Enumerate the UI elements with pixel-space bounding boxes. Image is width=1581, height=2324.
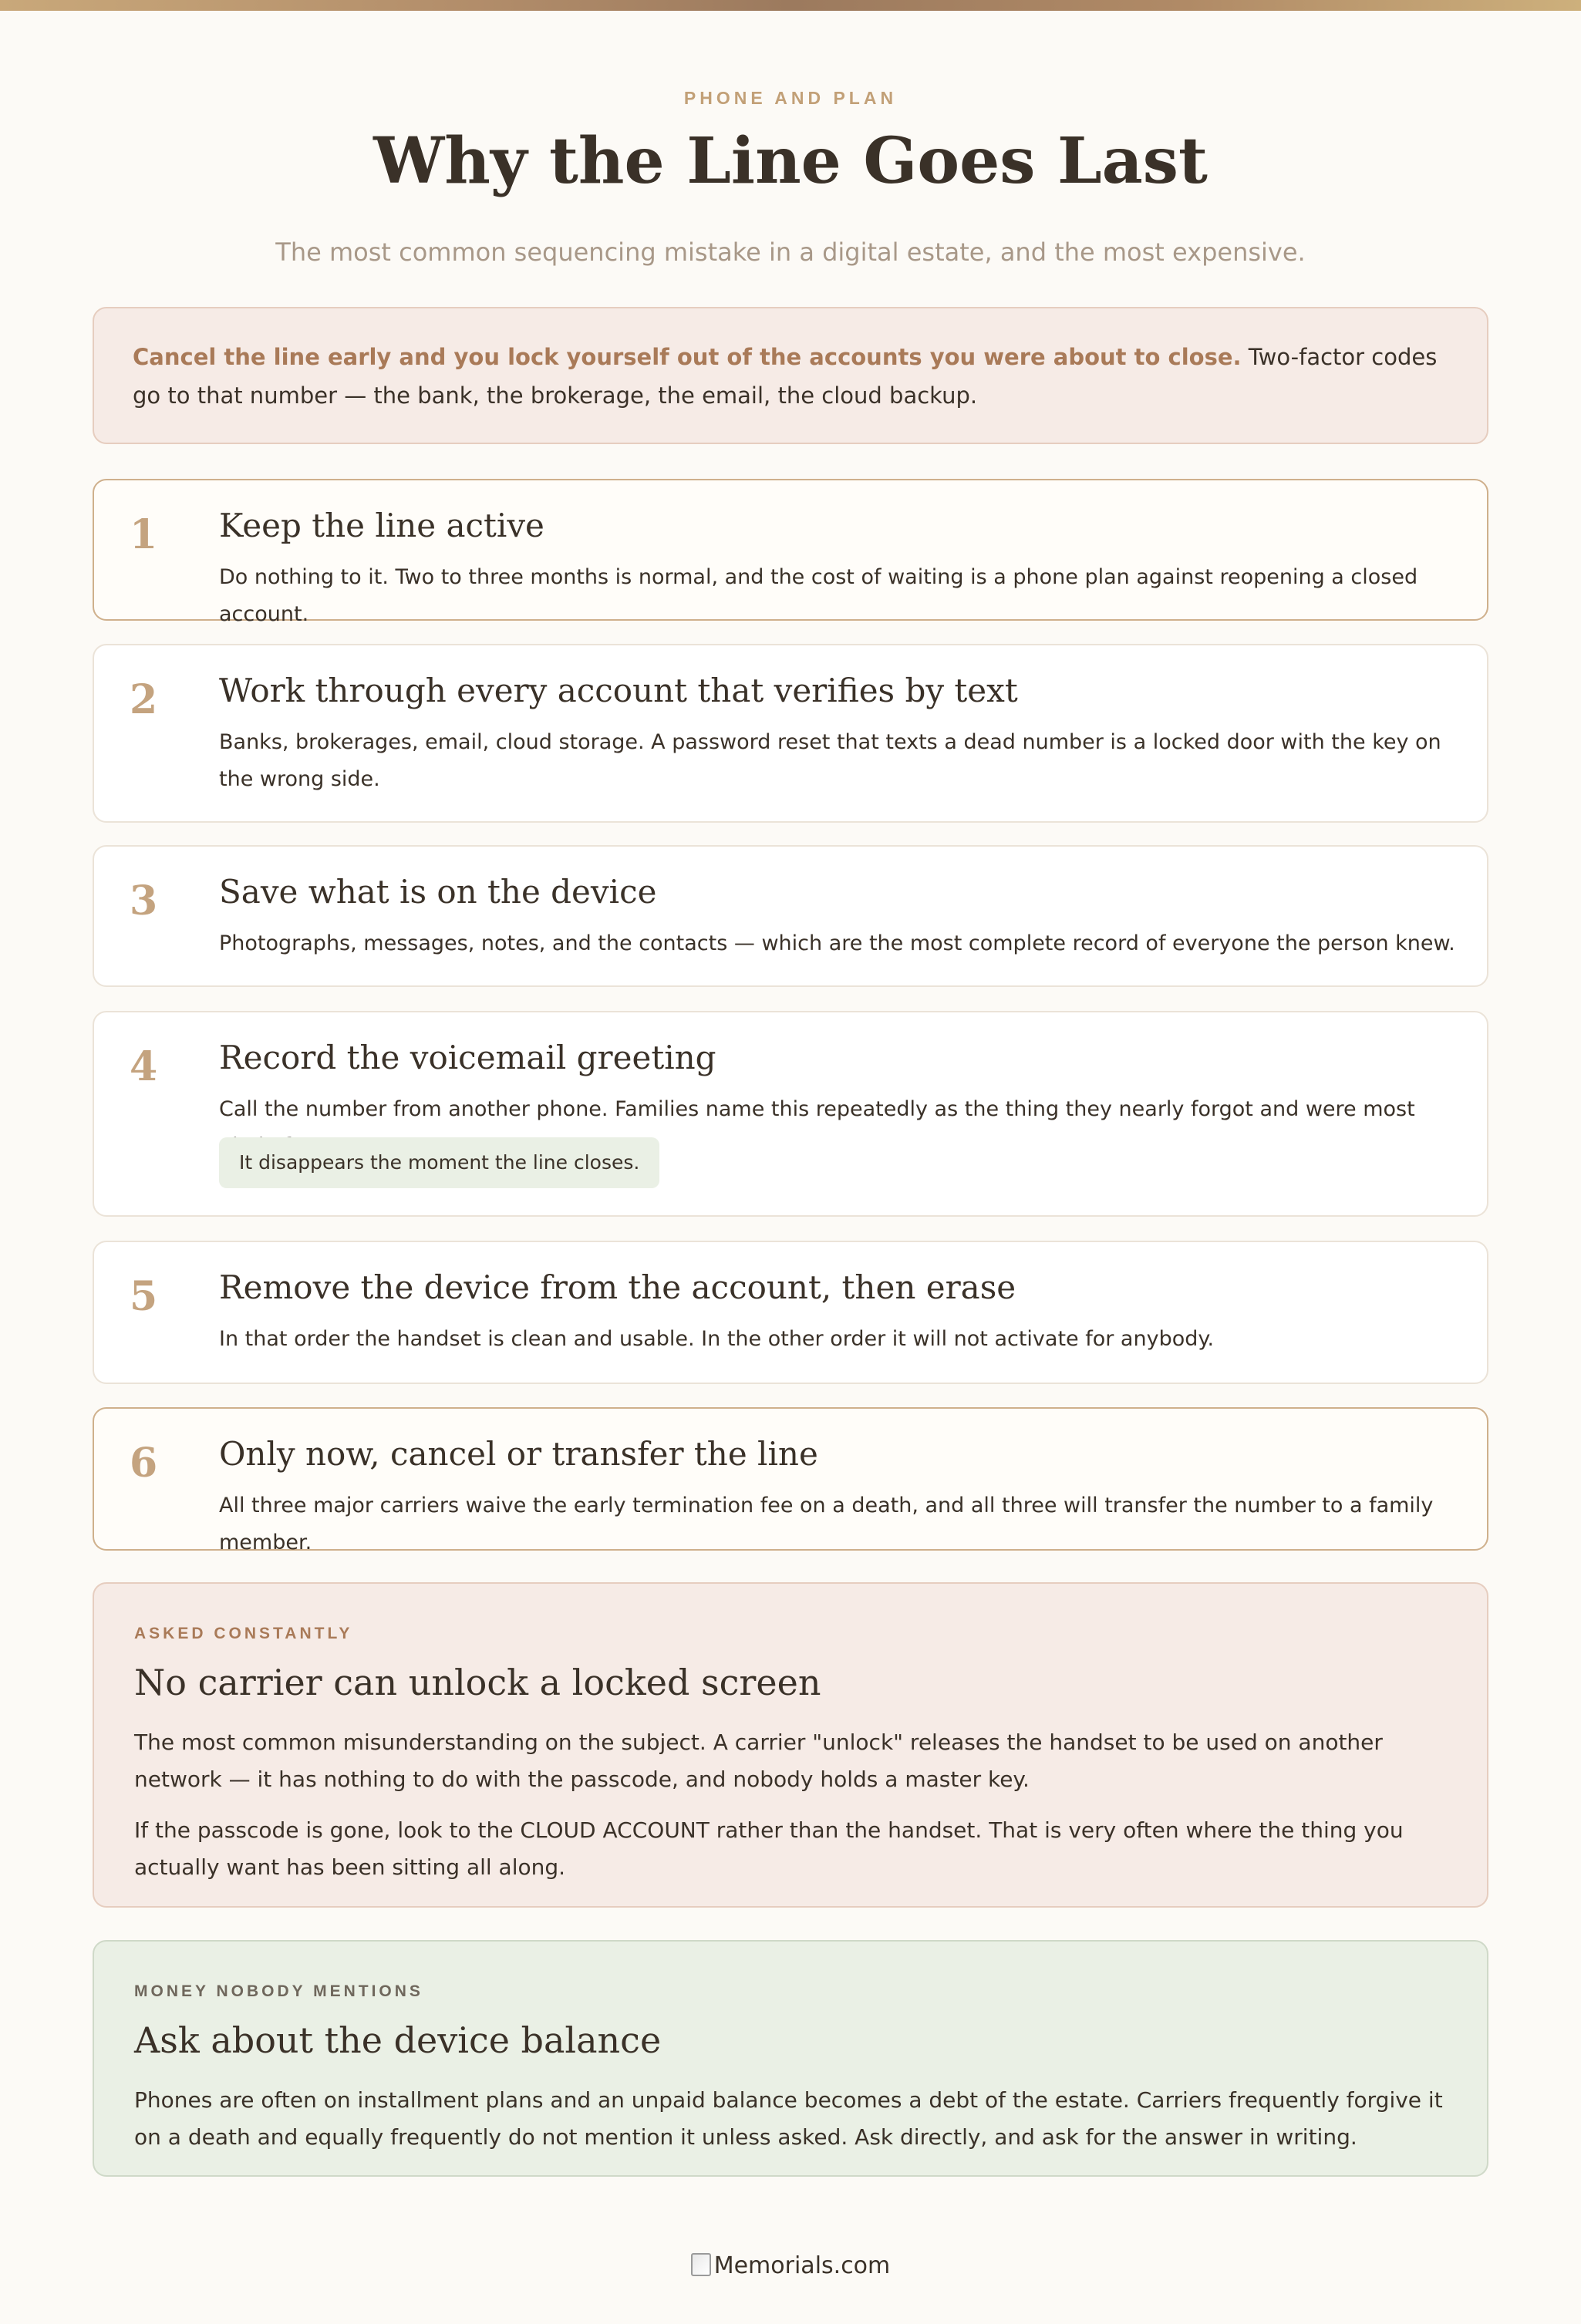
page-subtitle: The most common sequencing mistake in a digital estate, and the most expensive. — [275, 237, 1306, 267]
panel-paragraph: The most common misunderstanding on the subject. A carrier "unlock" releases the handset to be used on another network — it has nothing to do with the passcode, and nobody holds a master key. — [134, 1730, 1383, 1792]
step-card-2 — [93, 644, 1488, 823]
step-title: Keep the line active — [219, 507, 544, 544]
page-title: Why the Line Goes Last — [373, 124, 1208, 198]
panel-eyebrow: ASKED CONSTANTLY — [134, 1625, 353, 1642]
step-number: 3 — [130, 877, 158, 925]
step-title: Only now, cancel or transfer the line — [219, 1435, 818, 1473]
step-note-chip: It disappears the moment the line closes. — [219, 1137, 659, 1188]
step-title: Save what is on the device — [219, 873, 657, 911]
panel-paragraph: Phones are often on installment plans and an unpaid balance becomes a debt of the estate. Carriers frequently forgive it on a death and equally frequently do not mention it unless asked. Ask directly, and ask for the answer in writing. — [134, 2087, 1443, 2150]
warning-bold-text: Cancel the line early and you lock yourself out of the accounts you were about to close. — [133, 344, 1242, 370]
step-description: In that order the handset is clean and usable. In the other order it will not activate for anybody. — [219, 1327, 1215, 1351]
step-card-3 — [93, 845, 1488, 987]
footer — [93, 2252, 1488, 2279]
step-card-5 — [93, 1241, 1488, 1384]
top-accent-bar — [0, 0, 1581, 11]
step-number: 6 — [130, 1440, 158, 1487]
step-title: Remove the device from the account, then erase — [219, 1268, 1016, 1306]
warning-callout — [93, 307, 1488, 444]
panel-title: No carrier can unlock a locked screen — [134, 1662, 821, 1703]
panel-title: Ask about the device balance — [134, 2019, 662, 2061]
asked-constantly-panel — [93, 1582, 1488, 1908]
step-number: 1 — [130, 511, 158, 558]
step-title: Record the voicemail greeting — [219, 1039, 716, 1076]
step-title: Work through every account that verifies by text — [219, 672, 1018, 709]
broken-image-icon — [691, 2253, 711, 2276]
panel-paragraph: If the passcode is gone, look to the CLOUD ACCOUNT rather than the handset. That is very often where the thing you actually want has been sitting all along. — [134, 1817, 1404, 1880]
step-card-6 — [93, 1407, 1488, 1554]
panel-eyebrow: MONEY NOBODY MENTIONS — [134, 1982, 423, 2000]
footer-logo-alt[interactable]: Memorials.com — [713, 2252, 891, 2279]
step-description: Photographs, messages, notes, and the contacts — which are the most complete record of everyone the person knew. — [219, 931, 1455, 955]
step-description: Call the number from another phone. Families name this repeatedly as the thing they nearly forgot and were most — [219, 1097, 1415, 1121]
step-number: 5 — [130, 1273, 158, 1320]
step-number: 4 — [130, 1043, 158, 1090]
step-card-4 — [93, 1011, 1488, 1217]
step-card-1 — [93, 479, 1488, 626]
page-eyebrow: PHONE AND PLAN — [683, 88, 898, 108]
warning-text: Two-factor codes go to that number — the bank, the brokerage, the email, the cloud backup. — [133, 344, 1438, 409]
step-description: Do nothing to it. Two to three months is normal, and the cost of waiting is a phone plan against reopening a closed account. — [219, 565, 1418, 626]
money-panel — [93, 1940, 1488, 2177]
step-description: Banks, brokerages, email, cloud storage. A password reset that texts a dead number is a locked door with the key on the wrong side. — [219, 730, 1441, 791]
step-number: 2 — [130, 676, 158, 723]
step-description: All three major carriers waive the early termination fee on a death, and all three will transfer the number to a family member. — [219, 1494, 1434, 1554]
